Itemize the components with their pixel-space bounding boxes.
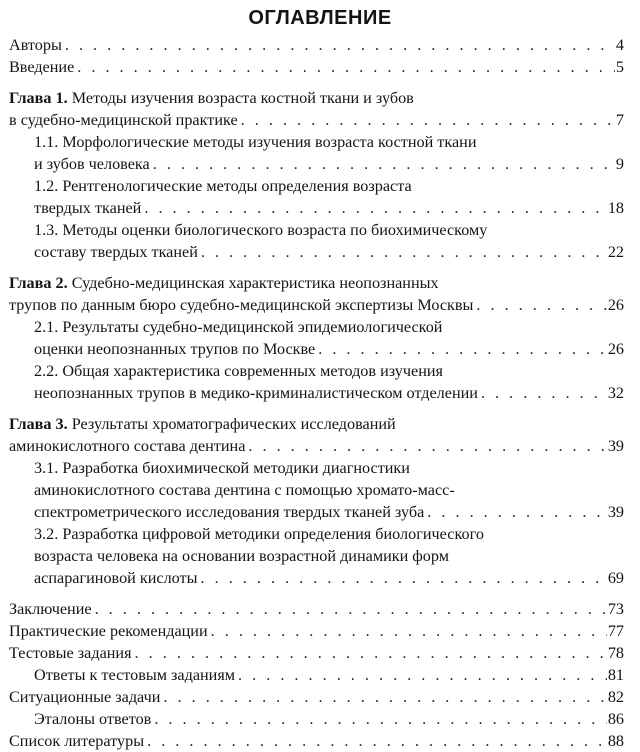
toc-entry-text: Заключение [9,600,92,618]
dot-leader [163,686,606,708]
toc-entry-authors[interactable] [0,34,640,56]
dot-leader [211,620,607,642]
dot-leader [95,598,607,620]
toc-entry-text: Ситуационные задачи [9,688,161,706]
page-number: 73 [607,600,624,618]
toc-entry-references[interactable] [0,730,640,752]
dot-leader [77,56,615,78]
toc-entry-text: 1.3. Методы оценки биологического возраста по биохимическому [34,221,488,239]
chapter-label: Глава 1. [9,89,68,107]
toc-entry-chapter-2[interactable] [0,272,640,316]
toc-entry-text: Результаты хроматографических исследований [71,415,396,433]
page-number: 26 [607,340,624,358]
dot-leader [147,730,607,752]
toc-entry-recommendations[interactable] [0,620,640,642]
toc-entry-text: Список литературы [9,732,145,750]
toc-entry-section-2-1[interactable] [0,316,640,360]
chapter-label: Глава 2. [9,274,68,292]
toc-entry-text: аминокислотного состава дентина с помощью хромато-масс- [34,481,455,499]
toc-entry-text: Авторы [9,36,62,54]
toc-entry-section-2-2[interactable] [0,360,640,404]
toc-entry-text: твердых тканей [34,199,142,217]
toc-entry-text: возраста человека на основании возрастной динамики форм [34,547,449,565]
toc-entry-text: спектрометрического исследования твердых тканей зуба [34,503,425,521]
toc-entry-section-3-1[interactable] [0,457,640,523]
toc-entry-text: неопознанных трупов в медико-криминалистическом отделении [34,384,478,402]
dot-leader [241,109,615,131]
toc-entry-chapter-3[interactable] [0,413,640,457]
toc-entry-section-1-2[interactable] [0,175,640,219]
toc-entry-text: 3.1. Разработка биохимической методики диагностики [34,459,410,477]
page-number: 82 [607,688,624,706]
toc-entry-section-1-1[interactable] [0,131,640,175]
toc-entry-cases[interactable] [0,686,640,708]
page-title: ОГЛАВЛЕНИЕ [248,7,392,29]
page-number: 32 [607,384,624,402]
toc-entry-text: аспарагиновой кислоты [34,569,198,587]
dot-leader [153,153,615,175]
page-number: 39 [607,503,624,521]
page-number: 86 [607,710,624,728]
toc-entry-text: Практические рекомендации [9,622,208,640]
dot-leader [65,34,615,56]
toc-entry-text: Эталоны ответов [34,710,152,728]
toc-entry-text: трупов по данным бюро судебно-медицинской экспертизы Москвы [9,296,474,314]
toc-entry-text: 1.1. Морфологические методы изучения возраста костной ткани [34,133,477,151]
page-number: 4 [615,36,624,54]
page-number: 39 [607,437,624,455]
page-number: 78 [607,644,624,662]
page-number: 88 [607,732,624,750]
toc-entry-text: 3.2. Разработка цифровой методики определения биологического [34,525,484,543]
table-of-contents [0,34,640,752]
dot-leader [318,338,607,360]
toc-entry-section-3-2[interactable] [0,523,640,589]
toc-entry-tests[interactable] [0,642,640,664]
page-number: 77 [607,622,624,640]
dot-leader [201,567,607,589]
toc-entry-conclusion[interactable] [0,598,640,620]
page-number: 7 [615,111,624,129]
toc-entry-text: в судебно-медицинской практике [9,111,238,129]
toc-entry-text: составу твердых тканей [34,243,198,261]
toc-entry-text: оценки неопознанных трупов по Москве [34,340,316,358]
toc-entry-text: 2.1. Результаты судебно-медицинской эпидемиологической [34,318,443,336]
page-number: 26 [607,296,624,314]
toc-entry-text: аминокислотного состава дентина [9,437,246,455]
dot-leader [201,241,607,263]
toc-entry-text: Судебно-медицинская характеристика неопознанных [71,274,439,292]
toc-entry-chapter-1[interactable] [0,87,640,131]
toc-entry-case-answers[interactable] [0,708,640,730]
toc-entry-text: и зубов человека [34,155,150,173]
dot-leader [476,294,606,316]
page-number: 9 [615,155,624,173]
toc-entry-text: Тестовые задания [9,644,132,662]
toc-entry-text: Введение [9,58,75,76]
page-number: 69 [607,569,624,587]
page-number: 18 [607,199,624,217]
toc-entry-text: 2.2. Общая характеристика современных методов изучения [34,362,443,380]
dot-leader [427,501,607,523]
chapter-label: Глава 3. [9,415,68,433]
dot-leader [248,435,606,457]
page-number: 5 [615,58,624,76]
toc-entry-text: Ответы к тестовым заданиям [34,666,236,684]
toc-entry-section-1-3[interactable] [0,219,640,263]
toc-entry-text: 1.2. Рентгенологические методы определения возраста [34,177,412,195]
dot-leader [135,642,607,664]
toc-entry-text: Методы изучения возраста костной ткани и зубов [71,89,414,107]
page-number: 81 [607,666,624,684]
dot-leader [144,197,606,219]
toc-entry-test-answers[interactable] [0,664,640,686]
page-number: 22 [607,243,624,261]
toc-entry-introduction[interactable] [0,56,640,78]
dot-leader [481,382,607,404]
dot-leader [238,664,607,686]
dot-leader [154,708,606,730]
